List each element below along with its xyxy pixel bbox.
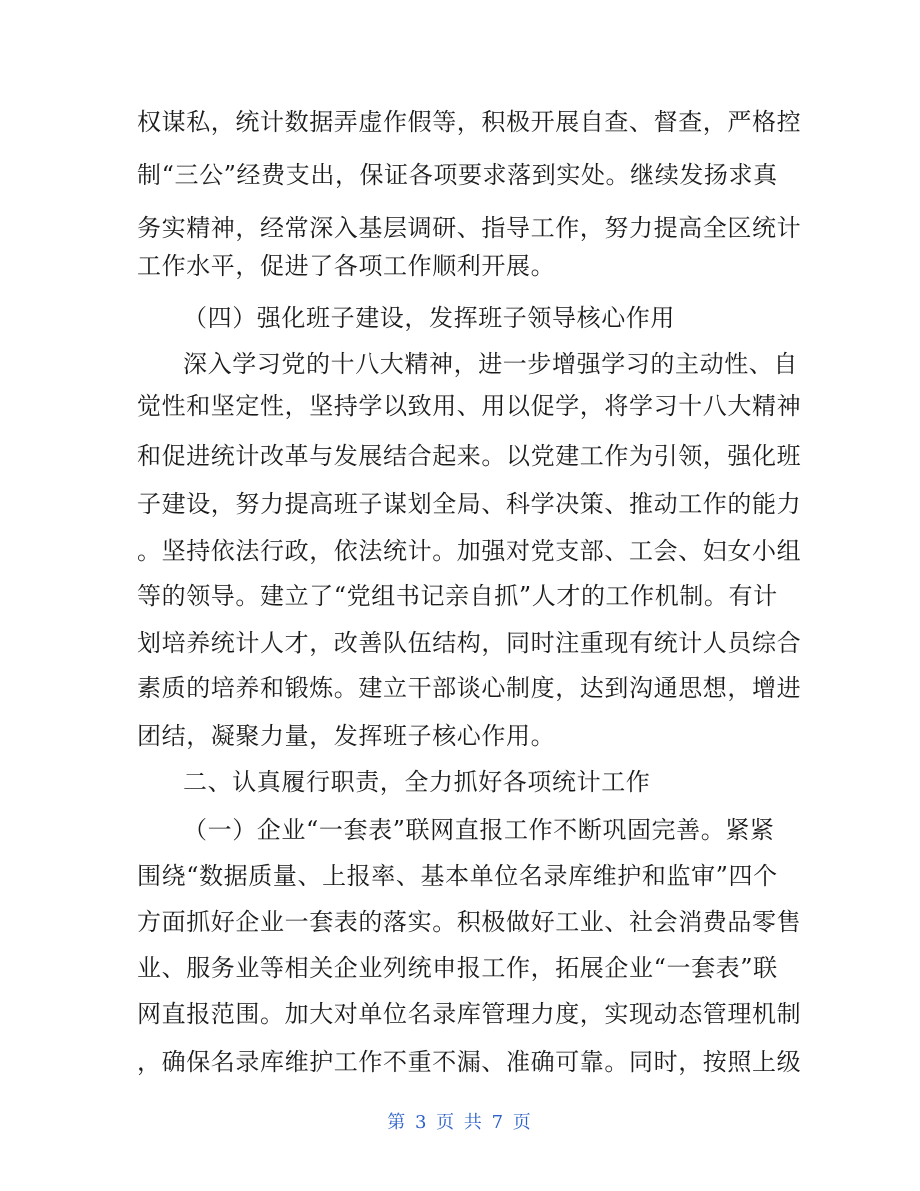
text-line: （一）企业“一套表”联网直报工作不断巩固完善。紧紧 <box>183 816 775 844</box>
text-line: 围绕“数据质量、上报率、基本单位名录库维护和监审”四个 <box>137 862 778 890</box>
text-line: 素质的培养和锻炼。建立干部谈心制度，达到沟通思想，增进 <box>137 674 802 702</box>
text-line: 工作水平，促进了各项工作顺利开展。 <box>137 252 556 280</box>
text-line: 划培养统计人才，改善队伍结构，同时注重现有统计人员综合 <box>137 629 802 657</box>
text-line: 深入学习党的十八大精神，进一步增强学习的主动性、自 <box>183 350 798 378</box>
page-number-footer: 第 3 页 共 7 页 <box>387 1112 533 1133</box>
text-line: 团结，凝聚力量，发挥班子核心作用。 <box>137 722 556 750</box>
section-heading: 二、认真履行职责，全力抓好各项统计工作 <box>183 768 651 796</box>
text-line: 权谋私，统计数据弄虚作假等，积极开展自查、督查，严格控 <box>137 108 802 136</box>
text-line: 和促进统计改革与发展结合起来。以党建工作为引领，强化班 <box>137 442 802 470</box>
text-line: 务实精神，经常深入基层调研、指导工作，努力提高全区统计 <box>137 214 802 242</box>
text-line: 子建设，努力提高班子谋划全局、科学决策、推动工作的能力 <box>137 490 802 518</box>
section-heading: （四）强化班子建设，发挥班子领导核心作用 <box>183 304 675 332</box>
text-line: 业、服务业等相关企业列统申报工作，拓展企业“一套表”联 <box>137 954 778 982</box>
text-line: 方面抓好企业一套表的落实。积极做好工业、社会消费品零售 <box>137 908 802 936</box>
text-line: 等的领导。建立了“党组书记亲自抓”人才的工作机制。有计 <box>137 582 778 610</box>
text-line: 。坚持依法行政，依法统计。加强对党支部、工会、妇女小组 <box>137 537 802 565</box>
text-line: 网直报范围。加大对单位名录库管理力度，实现动态管理机制 <box>137 1000 802 1028</box>
text-line: 制“三公”经费支出，保证各项要求落到实处。继续发扬求真 <box>137 161 778 189</box>
text-line: ，确保名录库维护工作不重不漏、准确可靠。同时，按照上级 <box>137 1048 802 1076</box>
text-line: 觉性和坚定性，坚持学以致用、用以促学，将学习十八大精神 <box>137 392 802 420</box>
